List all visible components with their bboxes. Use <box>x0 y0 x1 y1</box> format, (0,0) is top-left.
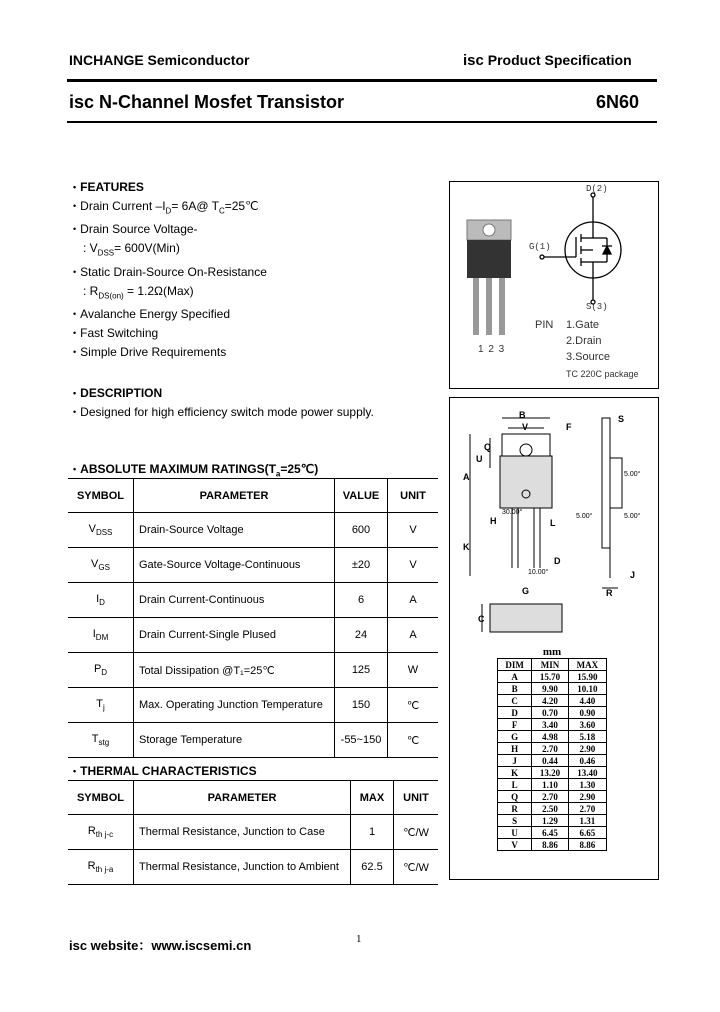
table-row: R 2.50 2.70 <box>498 803 607 815</box>
pin-1: 1.Gate <box>566 319 600 331</box>
table-row: K 13.20 13.40 <box>498 767 607 779</box>
features-section <box>73 178 267 362</box>
dim-label-c: C <box>478 614 485 624</box>
dim-header-row: DIM MIN MAX <box>498 659 607 671</box>
mosfet-symbol <box>540 193 621 304</box>
page-title: isc N-Channel Mosfet Transistor <box>69 92 345 112</box>
outline-drawing <box>450 398 658 658</box>
feature-simple-drive: • Simple Drive Requirements <box>73 343 267 362</box>
dimension-table <box>497 646 607 851</box>
package-photo-and-symbol <box>450 182 658 388</box>
dim-label-q: Q <box>484 442 492 452</box>
table-row: $T_{stg}$ Storage Temperature -55~150 ℃ <box>68 723 438 758</box>
thermal-heading: • THERMAL CHARACTERISTICS <box>73 764 257 778</box>
table-row: H 2.70 2.90 <box>498 743 607 755</box>
feature-rds: • Static Drain-Source On-Resistance <box>73 263 267 282</box>
dim-label-s: S <box>618 414 625 424</box>
col-symbol: SYMBOL <box>68 781 134 815</box>
table-row: $I_D$ Drain Current-Continuous 6 A <box>68 583 438 618</box>
ratings-heading: • ABSOLUTE MAXIMUM $RATINGS(T_a=25℃)$ <box>73 462 318 478</box>
header-rule <box>67 79 657 82</box>
table-row: F 3.40 3.60 <box>498 719 607 731</box>
dim-unit: mm <box>498 646 607 659</box>
angle-side2: 5.00° <box>576 513 593 520</box>
dim-label-d: D <box>554 556 561 566</box>
dim-label-f: F <box>566 422 572 432</box>
col-parameter: PARAMETER <box>134 479 335 513</box>
to220-photo <box>467 220 511 335</box>
spec-label: isc Product Specification <box>463 52 632 69</box>
source-label: S(3) <box>586 302 608 312</box>
table-row: U 6.45 6.65 <box>498 827 607 839</box>
dim-label-j: J <box>630 570 636 580</box>
ratings-table <box>68 478 438 758</box>
table-row: V 8.86 8.86 <box>498 839 607 851</box>
table-row: Q 2.70 2.90 <box>498 791 607 803</box>
angle-top: 30.00° <box>502 509 523 516</box>
description-section <box>73 384 374 422</box>
angle-side3: 5.00° <box>624 513 641 520</box>
table-row: A 15.70 15.90 <box>498 671 607 683</box>
description-heading: • DESCRIPTION <box>73 384 374 403</box>
package-name: TC 220C package <box>566 369 639 379</box>
page-number: 1 <box>356 933 362 945</box>
table-row: C 4.20 4.40 <box>498 695 607 707</box>
package-box <box>449 181 659 389</box>
dim-label-l: L <box>550 518 556 528</box>
table-row: B 9.90 10.10 <box>498 683 607 695</box>
table-row: $I_{DM}$ Drain Current-Single Plused 24 A <box>68 618 438 653</box>
company-name: INCHANGE Semiconductor <box>69 52 250 68</box>
part-number: 6N60 <box>596 92 640 112</box>
table-row: $P_D$ Total Dissipation @T₁=25℃ 125 W <box>68 653 438 688</box>
thermal-table <box>68 780 438 885</box>
feature-vdss-value: : $V_{DSS}= 600V(Min)$ <box>83 241 180 258</box>
gate-label: G(1) <box>529 242 551 252</box>
table-row: G 4.98 5.18 <box>498 731 607 743</box>
dim-label-a: A <box>463 472 470 482</box>
features-heading: • FEATURES <box>73 178 267 197</box>
drain-label: D(2) <box>586 184 608 194</box>
angle-lead: 10.00° <box>528 569 549 576</box>
dim-label-g: G <box>522 586 530 596</box>
description-text: • Designed for high efficiency switch mode power supply. <box>73 403 374 422</box>
table-row: $V_{GS}$ Gate-Source Voltage-Continuous ±20 V <box>68 548 438 583</box>
table-row: J 0.44 0.46 <box>498 755 607 767</box>
dim-label-r: R <box>606 588 613 598</box>
table-row: D 0.70 0.90 <box>498 707 607 719</box>
table-row: $R_{th j-c}$ Thermal Resistance, Junction to Case 1 ℃/W <box>68 815 438 850</box>
table-row: S 1.29 1.31 <box>498 815 607 827</box>
title-rule <box>67 121 657 123</box>
feature-rds-value: : $R_{DS(on)} = 1.2\Omega(Max)$ <box>83 283 194 301</box>
angle-side1: 5.00° <box>624 471 641 478</box>
footer-website: isc website：www.iscsemi.cn <box>69 938 252 953</box>
table-row: L 1.10 1.30 <box>498 779 607 791</box>
col-symbol: SYMBOL <box>68 479 134 513</box>
table-row: $R_{th j-a}$ Thermal Resistance, Junction to Ambient 62.5 ℃/W <box>68 850 438 885</box>
col-unit: UNIT <box>388 479 439 513</box>
photo-pin-numbers: 1 2 3 <box>478 344 505 355</box>
col-parameter: PARAMETER <box>134 781 351 815</box>
dim-label-v: V <box>522 422 529 432</box>
website-link[interactable]: www.iscsemi.cn <box>151 938 252 953</box>
pin-heading: PIN <box>535 319 554 331</box>
dim-label-u: U <box>476 454 483 464</box>
feature-avalanche: • Avalanche Energy Specified <box>73 305 267 324</box>
feature-vds: • Drain Source Voltage- <box>73 220 267 239</box>
feature-drain-current: • Drain Current $-I_D=$ 6A@ $T_C=25℃$ <box>73 197 267 220</box>
pin-3: 3.Source <box>566 351 611 363</box>
table-row: $T_j$ Max. Operating Junction Temperature 150 ℃ <box>68 688 438 723</box>
feature-fast-switching: • Fast Switching <box>73 324 267 343</box>
col-max: MAX <box>351 781 394 815</box>
thermal-header-row <box>68 781 438 815</box>
table-row: $V_{DSS}$ Drain-Source Voltage 600 V <box>68 513 438 548</box>
col-unit: UNIT <box>394 781 439 815</box>
dim-label-h: H <box>490 516 497 526</box>
ratings-header-row <box>68 479 438 513</box>
dim-label-k: K <box>463 542 470 552</box>
dim-label-b: B <box>519 410 526 420</box>
pin-2: 2.Drain <box>566 335 602 347</box>
col-value: VALUE <box>335 479 388 513</box>
